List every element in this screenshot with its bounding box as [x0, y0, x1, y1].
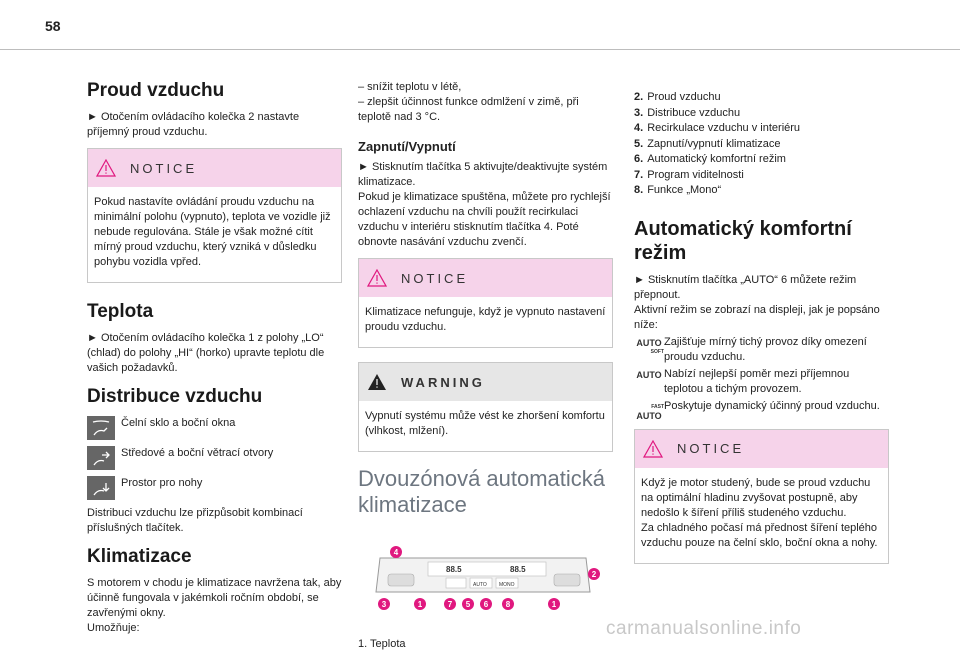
- auto-text: ► Stisknutím tlačítka „AUTO“ 6 můžete režim přepnout.: [634, 273, 857, 301]
- legend-item-1: 1. Teplota: [358, 638, 406, 650]
- notice-header: [88, 149, 341, 187]
- heading-temperature: Teplota: [87, 301, 154, 322]
- warning-text: Vypnutí systému může vést ke zhoršení komfortu (vlhkost, mlžení).: [365, 410, 605, 437]
- warning-triangle-icon: [367, 373, 387, 391]
- callout-2: 2: [591, 570, 597, 579]
- heading-auto-comfort: Automatický komfortní režim: [634, 217, 852, 264]
- auto-mode-text: Zajišťuje mírný tichý provoz díky omezení proudu vzduchu.: [664, 335, 867, 363]
- column-1: [87, 80, 342, 642]
- notice-text: Pokud nastavíte ovládání proudu vzduchu na minimální polohu (vypnuto), teplota ve vozidle již nebude regulována. Stále je však možné cítit mírný proud vzduchu, který vzniká v důsledku pohybu vozidla vpřed.: [94, 196, 331, 268]
- dash-item: – zlepšit účinnost funkce odmlžení v zimě, při teplotě nad 3 °C.: [358, 96, 579, 123]
- distribution-item: Středové a boční větrací otvory: [87, 446, 342, 470]
- auto-text-2: Aktivní režim se zobrazí na displeji, jak je popsáno níže:: [634, 303, 880, 331]
- page-number: 58: [45, 18, 61, 34]
- callout-1: 1: [551, 600, 557, 609]
- face-vent-icon: [87, 446, 115, 470]
- legend-item: 2. Proud vzduchu: [634, 91, 721, 103]
- notice-box-3: [634, 429, 889, 564]
- callout-1: 1: [417, 600, 423, 609]
- callout-3: 3: [381, 600, 387, 609]
- auto-mode-row: [634, 399, 889, 421]
- auto-modes: [634, 335, 889, 421]
- panel-auto-button: AUTO: [473, 582, 487, 588]
- notice-text: Klimatizace nefunguje, když je vypnuto nastavení proudu vzduchu.: [365, 306, 606, 333]
- air-conditioning-text: S motorem v chodu je klimatizace navržena tak, aby účinně fungovala v jakémkoli ročním období, se zavřenými okny.: [87, 577, 342, 619]
- on-off-text: ► Stisknutím tlačítka 5 aktivujte/deaktivujte systém klimatizace.: [358, 161, 608, 188]
- foot-vent-icon: [87, 476, 115, 500]
- panel-display-right: 88.5: [510, 565, 526, 574]
- heading-dual-zone: Dvouzónová automatická klimatizace: [358, 466, 606, 517]
- auto-mode-badge: AUTO SOFT: [636, 337, 664, 355]
- auto-mode-badge: AUTO: [636, 369, 662, 380]
- callout-5: 5: [465, 600, 471, 609]
- on-off-text-2: Pokud je klimatizace spuštěna, můžete pro rychlejší ochlazení vzduchu na chvíli použít recirkulaci vzduchu v interiéru stisknutím tlačítka 4. Poté obnovte nasávání vzduchu zvenčí.: [358, 191, 611, 248]
- warning-box: [358, 362, 613, 452]
- column-2: [358, 80, 613, 658]
- temperature-text: ► Otočením ovládacího kolečka 1 z polohy „LO“ (chlad) do polohy „HI“ (horko) upravte teplotu dle vašich požadavků.: [87, 332, 325, 374]
- heading-air-conditioning: Klimatizace: [87, 546, 192, 567]
- auto-mode-row: [634, 335, 889, 367]
- heading-distribution: Distribuce vzduchu: [87, 386, 263, 407]
- panel-display-left: 88.5: [446, 565, 462, 574]
- auto-mode-text: Poskytuje dynamický účinný proud vzduchu.: [664, 399, 880, 412]
- callout-7: 7: [447, 600, 453, 609]
- legend-item: 3. Distribuce vzduchu: [634, 106, 741, 119]
- air-conditioning-text-2: Umožňuje:: [87, 622, 140, 634]
- legend-item: 7. Program viditelnosti: [634, 168, 744, 181]
- dash-item: – snížit teplotu v létě,: [358, 81, 462, 93]
- auto-mode-row: [634, 367, 889, 399]
- notice-label: NOTICE: [677, 441, 745, 456]
- climate-control-panel: [358, 544, 608, 614]
- distribution-item: Prostor pro nohy: [87, 476, 342, 500]
- legend-item: 4. Recirkulace vzduchu v interiéru: [634, 122, 801, 134]
- notice-label: NOTICE: [130, 160, 198, 176]
- header-rule: [0, 49, 960, 50]
- windscreen-vent-icon: [87, 416, 115, 440]
- notice-header: [359, 259, 612, 297]
- notice-box-1: [87, 148, 342, 283]
- panel-mono-button: MONO: [499, 582, 515, 588]
- notice-text: Když je motor studený, bude se proud vzduchu na optimální hladinu zvyšovat postupně, aby nedošlo k šíření příliš studeného vzduchu.: [641, 476, 871, 519]
- distribution-item: Čelní sklo a boční okna: [87, 416, 342, 440]
- warning-triangle-icon: [96, 159, 116, 177]
- auto-mode-text: Nabízí nejlepší poměr mezi příjemnou teplotou a tichým provozem.: [664, 367, 850, 395]
- callout-6: 6: [483, 600, 489, 609]
- warning-header: [359, 363, 612, 401]
- notice-label: NOTICE: [401, 270, 469, 286]
- legend-item: 8. Funkce „Mono“: [634, 184, 722, 196]
- distribution-text: Distribuci vzduchu lze přizpůsobit kombinací příslušných tlačítek.: [87, 507, 303, 534]
- notice-text-2: Za chladného počasí má přednost šíření teplého vzduchu pouze na čelní sklo, boční okna a nohy.: [641, 521, 878, 549]
- legend-list: [634, 90, 889, 199]
- warning-label: WARNING: [401, 374, 485, 390]
- heading-air-flow: Proud vzduchu: [87, 80, 225, 101]
- heading-on-off: Zapnutí/Vypnutí: [358, 139, 456, 154]
- legend-item: 5. Zapnutí/vypnutí klimatizace: [634, 137, 781, 150]
- warning-triangle-icon: [643, 440, 663, 458]
- warning-triangle-icon: [367, 269, 387, 287]
- legend-item: 6. Automatický komfortní režim: [634, 153, 786, 165]
- air-flow-text: ► Otočením ovládacího kolečka 2 nastavte příjemný proud vzduchu.: [87, 111, 300, 138]
- callout-8: 8: [505, 600, 511, 609]
- column-3: [634, 90, 889, 578]
- callout-4: 4: [393, 548, 399, 557]
- notice-header: [635, 430, 888, 468]
- notice-box-2: [358, 258, 613, 348]
- auto-mode-badge: FAST AUTO: [636, 403, 664, 421]
- watermark: carmanualsonline.info: [606, 618, 802, 639]
